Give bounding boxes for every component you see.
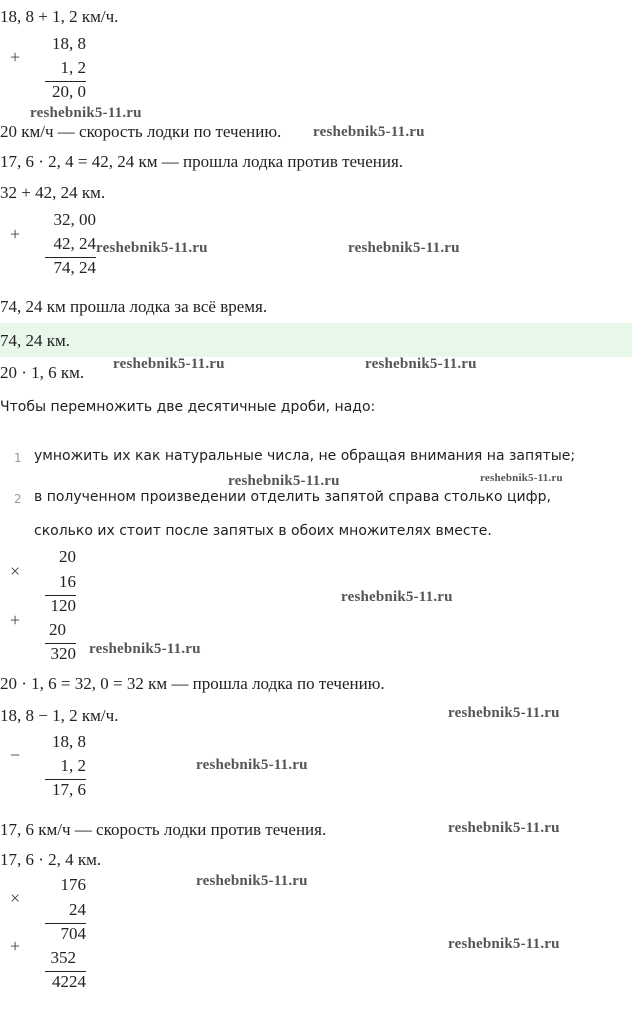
calc3-partial-2: 20 (49, 620, 66, 639)
calc4-subtrahend: 1, 2 (60, 756, 86, 775)
expression-product: 20 · 1, 6 км. (0, 363, 85, 382)
calc1-term-b: 1, 2 (60, 58, 86, 77)
distance-downstream-text: 20 · 1, 6 = 32, 0 = 32 км — прошла лодка по течению. (0, 674, 385, 693)
answer-highlight (0, 323, 632, 357)
rule-item: умножить их как натуральные числа, не обращая внимания на запятые; (34, 448, 576, 464)
calc1-term-a: 18, 8 (52, 34, 86, 53)
watermark: reshebnik5-11.ru (448, 936, 560, 952)
calc3-factor-b: 16 (59, 572, 76, 591)
watermark: reshebnik5-11.ru (96, 240, 208, 256)
watermark: reshebnik5-11.ru (480, 472, 563, 484)
rule-number: 2 (14, 492, 22, 506)
calc5-result: 4224 (52, 972, 86, 991)
calc3-factor-a: 20 (59, 547, 76, 566)
watermark: reshebnik5-11.ru (196, 757, 308, 773)
plus-operator: + (10, 47, 21, 67)
calc2-term-a: 32, 00 (53, 210, 96, 229)
plus-operator: + (10, 610, 21, 630)
watermark: reshebnik5-11.ru (348, 240, 460, 256)
watermark: reshebnik5-11.ru (448, 705, 560, 721)
expression-difference: 18, 8 − 1, 2 км/ч. (0, 706, 119, 725)
calc4-result: 17, 6 (52, 780, 86, 799)
rule-item-continued: сколько их стоит после запятых в обоих множителях вместе. (34, 523, 492, 539)
speed-downstream-text: 20 км/ч — скорость лодки по течению. (0, 122, 282, 141)
times-operator: × (10, 888, 21, 908)
calc3-partial-1: 120 (50, 596, 76, 615)
rule-number: 1 (14, 451, 22, 465)
watermark: reshebnik5-11.ru (448, 820, 560, 836)
calc2-result: 74, 24 (53, 258, 96, 277)
calc2-term-b: 42, 24 (53, 234, 96, 253)
watermark: reshebnik5-11.ru (30, 105, 142, 121)
expression-sum-speed: 18, 8 + 1, 2 км/ч. (0, 7, 119, 26)
calc5-factor-a: 176 (60, 875, 86, 894)
calc5-partial-2: 352 (50, 948, 76, 967)
plus-operator: + (10, 224, 21, 244)
watermark: reshebnik5-11.ru (341, 589, 453, 605)
calc5-factor-b: 24 (69, 900, 86, 919)
total-distance-text: 74, 24 км прошла лодка за всё время. (0, 297, 268, 316)
rule-intro: Чтобы перемножить две десятичные дроби, надо: (0, 399, 376, 415)
minus-operator: − (10, 745, 21, 765)
calc3-result: 320 (50, 644, 76, 663)
speed-upstream-text: 17, 6 км/ч — скорость лодки против течения. (0, 820, 327, 839)
answer-text: 74, 24 км. (0, 331, 71, 350)
expression-total: 32 + 42, 24 км. (0, 183, 106, 202)
calc5-partial-1: 704 (60, 924, 86, 943)
watermark: reshebnik5-11.ru (113, 356, 225, 372)
calc4-minuend: 18, 8 (52, 732, 86, 751)
expression-product-2: 17, 6 · 2, 4 км. (0, 850, 102, 869)
watermark: reshebnik5-11.ru (89, 641, 201, 657)
rule-item: в полученном произведении отделить запятой справа столько цифр, (34, 489, 551, 505)
watermark: reshebnik5-11.ru (228, 473, 340, 489)
watermark: reshebnik5-11.ru (365, 356, 477, 372)
watermark: reshebnik5-11.ru (196, 873, 308, 889)
calc1-result: 20, 0 (52, 82, 86, 101)
distance-upstream-text: 17, 6 · 2, 4 = 42, 24 км — прошла лодка против течения. (0, 152, 404, 171)
times-operator: × (10, 561, 21, 581)
watermark: reshebnik5-11.ru (313, 124, 425, 140)
plus-operator: + (10, 936, 21, 956)
